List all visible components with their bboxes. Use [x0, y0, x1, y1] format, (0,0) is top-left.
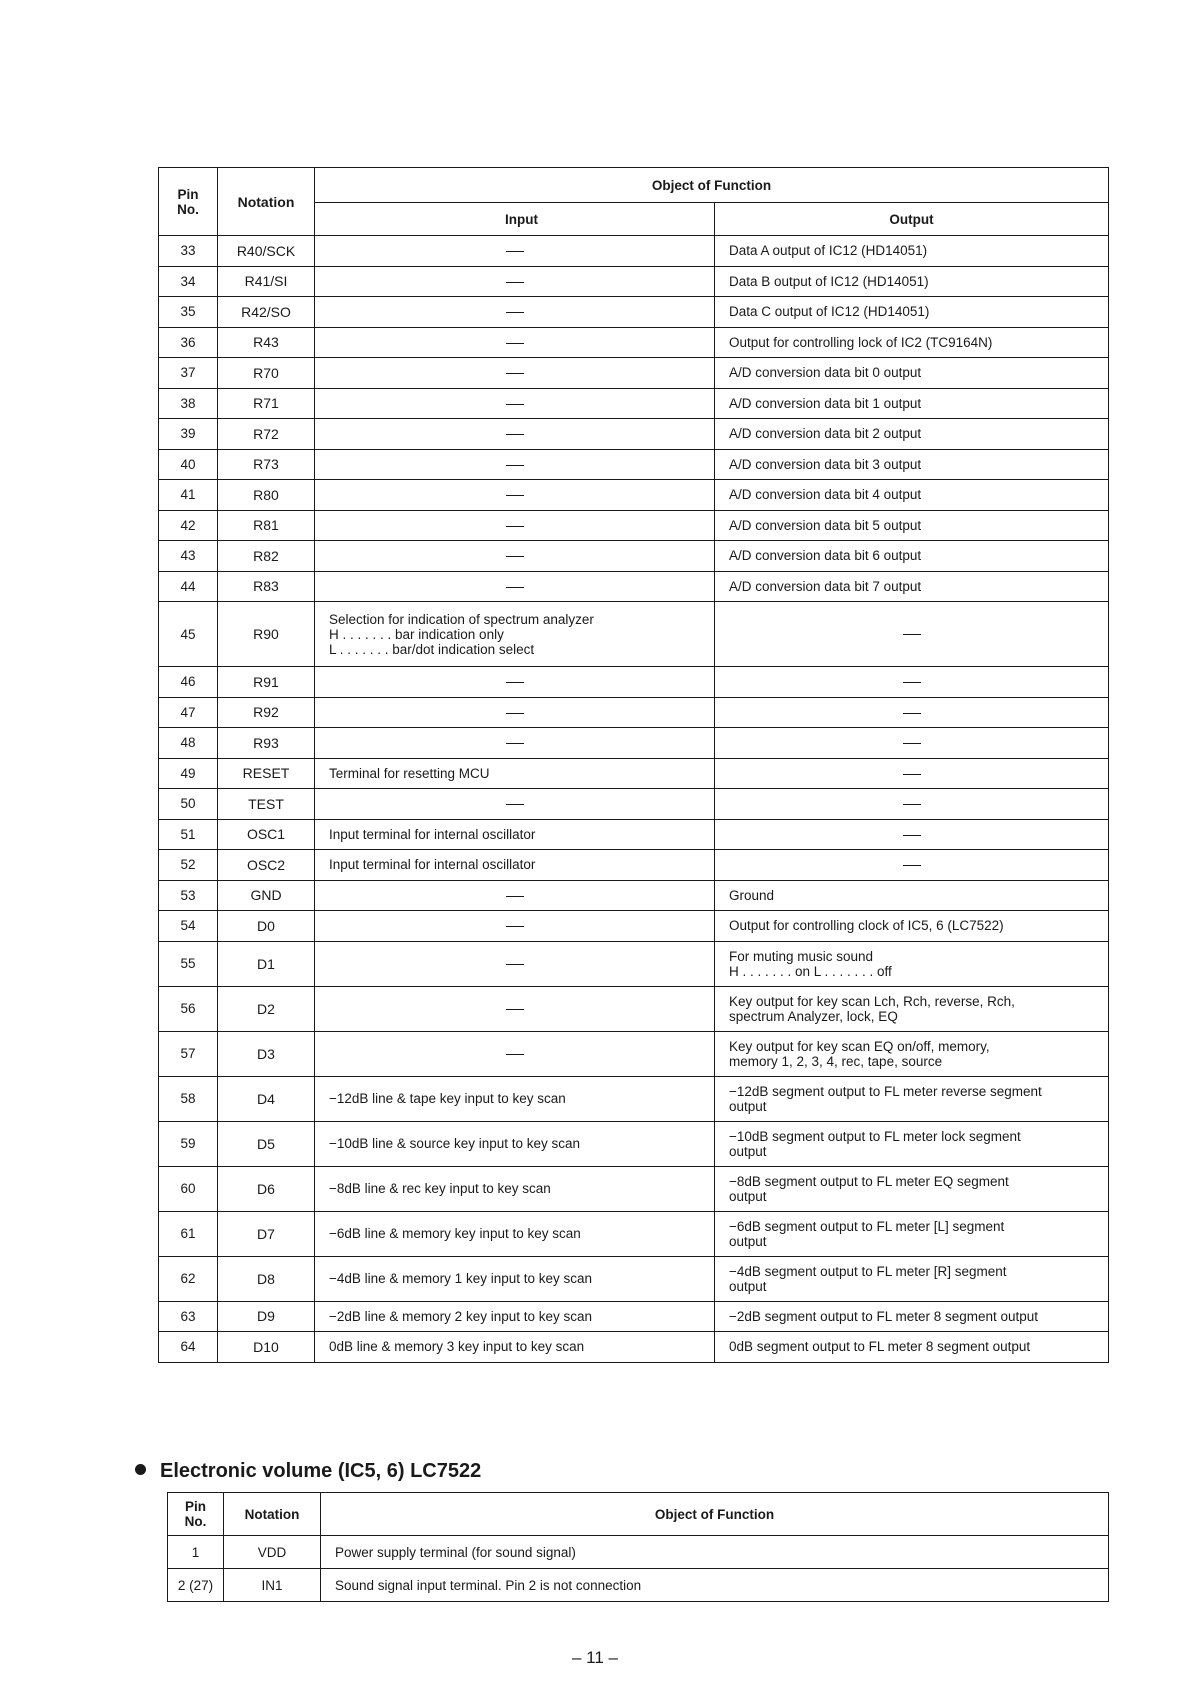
dash-mark — [506, 896, 524, 897]
output-function — [715, 789, 1109, 820]
pin-number: 52 — [159, 850, 218, 881]
pin-number: 43 — [159, 541, 218, 572]
input-function: Input terminal for internal oscillator — [315, 850, 715, 881]
dash-mark — [506, 404, 524, 405]
pin-number: 39 — [159, 419, 218, 450]
header-input: Input — [315, 203, 715, 236]
dash-mark — [903, 835, 921, 836]
pin-notation: D6 — [218, 1166, 315, 1211]
table-row — [159, 236, 1109, 267]
pin-function: Power supply terminal (for sound signal) — [321, 1536, 1109, 1569]
output-function: A/D conversion data bit 7 output — [715, 571, 1109, 602]
input-function — [315, 571, 715, 602]
pin-number: 34 — [159, 266, 218, 297]
table-row — [159, 1332, 1109, 1363]
output-function — [715, 819, 1109, 850]
pin-notation: R91 — [218, 667, 315, 698]
dash-mark — [506, 682, 524, 683]
output-function: Data B output of IC12 (HD14051) — [715, 266, 1109, 297]
dash-mark — [903, 682, 921, 683]
output-function: Output for controlling lock of IC2 (TC9164N) — [715, 327, 1109, 358]
output-function: A/D conversion data bit 4 output — [715, 480, 1109, 511]
input-function — [315, 697, 715, 728]
input-function — [315, 236, 715, 267]
output-function: Output for controlling clock of IC5, 6 (LC7522) — [715, 911, 1109, 942]
pin-number: 50 — [159, 789, 218, 820]
output-function: Key output for key scan EQ on/off, memory, memory 1, 2, 3, 4, rec, tape, source — [715, 1031, 1109, 1076]
table-row — [159, 728, 1109, 759]
pin-table-body — [159, 236, 1109, 1363]
pin-number: 47 — [159, 697, 218, 728]
table-row — [168, 1569, 1109, 1602]
pin-notation: D7 — [218, 1211, 315, 1256]
input-function: Input terminal for internal oscillator — [315, 819, 715, 850]
pin-number: 37 — [159, 358, 218, 389]
dash-mark — [506, 434, 524, 435]
input-function — [315, 297, 715, 328]
table-row — [159, 1121, 1109, 1166]
output-function: −4dB segment output to FL meter [R] segment output — [715, 1256, 1109, 1301]
pin-number: 63 — [159, 1301, 218, 1332]
pin-number: 42 — [159, 510, 218, 541]
dash-mark — [506, 251, 524, 252]
input-function — [315, 388, 715, 419]
electronic-volume-table — [167, 1492, 1109, 1602]
pin-notation: RESET — [218, 758, 315, 789]
output-function — [715, 602, 1109, 667]
input-function — [315, 911, 715, 942]
input-function — [315, 510, 715, 541]
pin-number: 59 — [159, 1121, 218, 1166]
pin-number: 1 — [168, 1536, 224, 1569]
table-row — [159, 850, 1109, 881]
table-row — [159, 358, 1109, 389]
input-function: Selection for indication of spectrum analyzer H . . . . . . . bar indication only L . . . . . . . bar/dot indication select — [315, 602, 715, 667]
dash-mark — [506, 282, 524, 283]
input-function: Terminal for resetting MCU — [315, 758, 715, 789]
output-function: A/D conversion data bit 1 output — [715, 388, 1109, 419]
table-row — [159, 941, 1109, 986]
output-function: −10dB segment output to FL meter lock segment output — [715, 1121, 1109, 1166]
pin-number: 62 — [159, 1256, 218, 1301]
pin-notation: R41/SI — [218, 266, 315, 297]
dash-mark — [506, 804, 524, 805]
dash-mark — [903, 804, 921, 805]
table-row — [159, 388, 1109, 419]
pin-number: 40 — [159, 449, 218, 480]
input-function — [315, 880, 715, 911]
input-function: 0dB line & memory 3 key input to key scan — [315, 1332, 715, 1363]
pin-notation: GND — [218, 880, 315, 911]
output-function — [715, 697, 1109, 728]
dash-mark — [506, 713, 524, 714]
input-function — [315, 941, 715, 986]
table-row — [159, 510, 1109, 541]
pin-number: 35 — [159, 297, 218, 328]
dash-mark — [506, 312, 524, 313]
pin-number: 46 — [159, 667, 218, 698]
table-row — [159, 1076, 1109, 1121]
pin-notation: R92 — [218, 697, 315, 728]
header-object-of-function: Object of Function — [315, 168, 1109, 203]
header2-notation: Notation — [224, 1493, 321, 1536]
pin-number: 64 — [159, 1332, 218, 1363]
pin-notation: R40/SCK — [218, 236, 315, 267]
input-function — [315, 419, 715, 450]
table-row — [159, 571, 1109, 602]
pin-notation: R90 — [218, 602, 315, 667]
table-row — [159, 819, 1109, 850]
table-row — [159, 758, 1109, 789]
pin-notation: D2 — [218, 986, 315, 1031]
dash-mark — [506, 526, 524, 527]
dash-mark — [506, 587, 524, 588]
pin-notation: R71 — [218, 388, 315, 419]
output-function — [715, 728, 1109, 759]
input-function — [315, 327, 715, 358]
pin-notation: VDD — [224, 1536, 321, 1569]
pin-notation: TEST — [218, 789, 315, 820]
input-function: −4dB line & memory 1 key input to key scan — [315, 1256, 715, 1301]
header-output: Output — [715, 203, 1109, 236]
input-function — [315, 541, 715, 572]
dash-mark — [506, 373, 524, 374]
table-row — [159, 266, 1109, 297]
pin-number: 2 (27) — [168, 1569, 224, 1602]
section-heading — [135, 1460, 481, 1483]
pin-notation: D9 — [218, 1301, 315, 1332]
page-number: – 11 – — [571, 1648, 618, 1667]
pin-number: 56 — [159, 986, 218, 1031]
pin-number: 45 — [159, 602, 218, 667]
input-function — [315, 480, 715, 511]
pin-notation: R70 — [218, 358, 315, 389]
pin-notation: R83 — [218, 571, 315, 602]
pin-number: 48 — [159, 728, 218, 759]
pin-number: 49 — [159, 758, 218, 789]
input-function: −6dB line & memory key input to key scan — [315, 1211, 715, 1256]
pin-number: 44 — [159, 571, 218, 602]
table-row — [159, 986, 1109, 1031]
pin-notation: R81 — [218, 510, 315, 541]
dash-mark — [506, 743, 524, 744]
dash-mark — [903, 743, 921, 744]
dash-mark — [506, 343, 524, 344]
output-function: 0dB segment output to FL meter 8 segment output — [715, 1332, 1109, 1363]
table-row — [159, 419, 1109, 450]
output-function: A/D conversion data bit 0 output — [715, 358, 1109, 389]
bullet-icon — [135, 1464, 146, 1475]
output-function: A/D conversion data bit 2 output — [715, 419, 1109, 450]
dash-mark — [506, 495, 524, 496]
pin-notation: R80 — [218, 480, 315, 511]
pin-number: 55 — [159, 941, 218, 986]
input-function — [315, 986, 715, 1031]
output-function: Ground — [715, 880, 1109, 911]
pin-notation: OSC2 — [218, 850, 315, 881]
pin-notation: D3 — [218, 1031, 315, 1076]
input-function — [315, 1031, 715, 1076]
volume-table-body — [168, 1536, 1109, 1602]
pin-notation: R42/SO — [218, 297, 315, 328]
output-function: For muting music sound H . . . . . . . on L . . . . . . . off — [715, 941, 1109, 986]
pin-number: 41 — [159, 480, 218, 511]
output-function: −8dB segment output to FL meter EQ segment output — [715, 1166, 1109, 1211]
dash-mark — [903, 713, 921, 714]
dash-mark — [506, 1054, 524, 1055]
output-function: Data A output of IC12 (HD14051) — [715, 236, 1109, 267]
input-function — [315, 789, 715, 820]
dash-mark — [506, 1009, 524, 1010]
pin-number: 53 — [159, 880, 218, 911]
input-function: −10dB line & source key input to key scan — [315, 1121, 715, 1166]
table-row — [159, 667, 1109, 698]
pin-notation: R93 — [218, 728, 315, 759]
pin-number: 58 — [159, 1076, 218, 1121]
pin-number: 57 — [159, 1031, 218, 1076]
table-row — [159, 911, 1109, 942]
table-row — [159, 449, 1109, 480]
header2-object-of-function: Object of Function — [321, 1493, 1109, 1536]
pin-notation: R73 — [218, 449, 315, 480]
table-row — [159, 1211, 1109, 1256]
pin-number: 36 — [159, 327, 218, 358]
pin-number: 38 — [159, 388, 218, 419]
header-notation: Notation — [218, 168, 315, 236]
output-function: A/D conversion data bit 3 output — [715, 449, 1109, 480]
table-row — [159, 602, 1109, 667]
input-function — [315, 266, 715, 297]
header2-pin-no: Pin No. — [168, 1493, 224, 1536]
section-heading-text: Electronic volume (IC5, 6) LC7522 — [160, 1460, 482, 1482]
pin-number: 54 — [159, 911, 218, 942]
pin-notation: IN1 — [224, 1569, 321, 1602]
pin-notation: D8 — [218, 1256, 315, 1301]
table-row — [159, 297, 1109, 328]
header-pin-no: Pin No. — [159, 168, 218, 236]
output-function: −6dB segment output to FL meter [L] segment output — [715, 1211, 1109, 1256]
table-row — [159, 697, 1109, 728]
pin-function-table — [158, 167, 1109, 1363]
pin-function: Sound signal input terminal. Pin 2 is not connection — [321, 1569, 1109, 1602]
pin-notation: D4 — [218, 1076, 315, 1121]
table-row — [159, 1256, 1109, 1301]
output-function — [715, 758, 1109, 789]
pin-notation: R82 — [218, 541, 315, 572]
table-row — [159, 327, 1109, 358]
table-row — [159, 1166, 1109, 1211]
pin-number: 60 — [159, 1166, 218, 1211]
output-function: −12dB segment output to FL meter reverse segment output — [715, 1076, 1109, 1121]
pin-number: 33 — [159, 236, 218, 267]
dash-mark — [506, 465, 524, 466]
pin-number: 61 — [159, 1211, 218, 1256]
dash-mark — [903, 865, 921, 866]
pin-notation: D1 — [218, 941, 315, 986]
pin-notation: D10 — [218, 1332, 315, 1363]
table-row — [159, 1031, 1109, 1076]
dash-mark — [506, 926, 524, 927]
pin-number: 51 — [159, 819, 218, 850]
table-row — [159, 1301, 1109, 1332]
pin-notation: D5 — [218, 1121, 315, 1166]
input-function: −12dB line & tape key input to key scan — [315, 1076, 715, 1121]
pin-notation: R72 — [218, 419, 315, 450]
pin-notation: R43 — [218, 327, 315, 358]
output-function: A/D conversion data bit 5 output — [715, 510, 1109, 541]
output-function — [715, 850, 1109, 881]
table-row — [168, 1536, 1109, 1569]
output-function: A/D conversion data bit 6 output — [715, 541, 1109, 572]
dash-mark — [506, 964, 524, 965]
dash-mark — [903, 774, 921, 775]
table-row — [159, 880, 1109, 911]
output-function: −2dB segment output to FL meter 8 segment output — [715, 1301, 1109, 1332]
input-function: −2dB line & memory 2 key input to key scan — [315, 1301, 715, 1332]
pin-notation: OSC1 — [218, 819, 315, 850]
input-function: −8dB line & rec key input to key scan — [315, 1166, 715, 1211]
input-function — [315, 667, 715, 698]
table-row — [159, 541, 1109, 572]
output-function: Key output for key scan Lch, Rch, reverse, Rch, spectrum Analyzer, lock, EQ — [715, 986, 1109, 1031]
table-row — [159, 480, 1109, 511]
input-function — [315, 358, 715, 389]
dash-mark — [903, 634, 921, 635]
dash-mark — [506, 556, 524, 557]
input-function — [315, 449, 715, 480]
output-function — [715, 667, 1109, 698]
pin-notation: D0 — [218, 911, 315, 942]
table-row — [159, 789, 1109, 820]
input-function — [315, 728, 715, 759]
output-function: Data C output of IC12 (HD14051) — [715, 297, 1109, 328]
